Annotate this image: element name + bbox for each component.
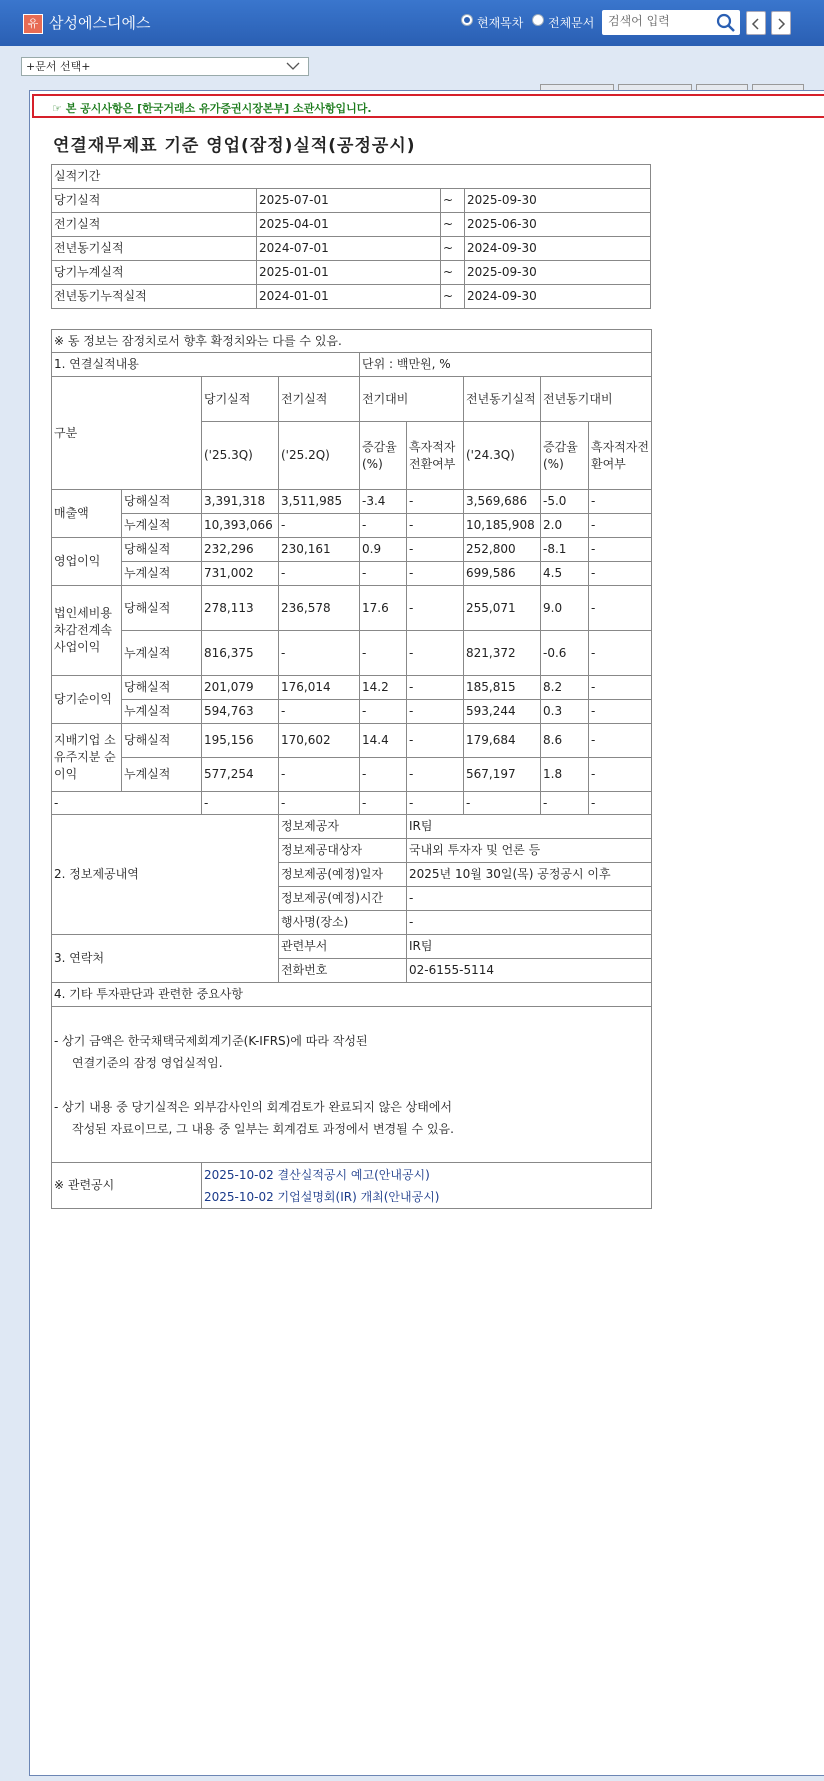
cell: 252,800 — [464, 538, 541, 562]
cell: 0.9 — [360, 538, 407, 562]
radio-all-docs[interactable] — [532, 14, 544, 26]
info-value: - — [407, 887, 652, 911]
cell: - — [202, 792, 279, 815]
search-box — [602, 10, 740, 35]
period-header: 실적기간 — [52, 165, 651, 189]
table-row — [52, 538, 652, 562]
table-row — [52, 490, 652, 514]
item-name: 매출액 — [52, 490, 122, 538]
period-sep: ~ — [441, 213, 465, 237]
cell: - — [360, 631, 407, 676]
table-row — [52, 586, 652, 631]
period-from: 2025-07-01 — [257, 189, 441, 213]
cell: 232,296 — [202, 538, 279, 562]
period-label: 전년동기실적 — [52, 237, 257, 261]
col-turn: 흑자적자전환여부 — [407, 422, 464, 490]
cell: - — [589, 562, 652, 586]
info-key: 정보제공(예정)시간 — [279, 887, 407, 911]
period-sep: ~ — [441, 261, 465, 285]
col-gubun: 구분 — [52, 377, 202, 490]
cell: - — [407, 631, 464, 676]
app-logo-icon: 유 — [23, 14, 43, 34]
item-sub: 당해실적 — [122, 538, 202, 562]
cell: 0.3 — [541, 700, 589, 724]
cell: 185,815 — [464, 676, 541, 700]
cell: -5.0 — [541, 490, 589, 514]
period-to: 2024-09-30 — [465, 285, 651, 309]
info-key: 행사명(장소) — [279, 911, 407, 935]
contact-key: 관련부서 — [279, 935, 407, 959]
cell: 4.5 — [541, 562, 589, 586]
cell: 593,244 — [464, 700, 541, 724]
item-sub: 누계실적 — [122, 514, 202, 538]
cell: -8.1 — [541, 538, 589, 562]
col-rate: 증감율(%) — [360, 422, 407, 490]
cell: - — [279, 562, 360, 586]
cell: 594,763 — [202, 700, 279, 724]
note-line: 작성된 자료이므로, 그 내용 중 일부는 회계검토 과정에서 변경될 수 있음. — [72, 1121, 454, 1136]
section-2-title: 2. 정보제공내역 — [52, 815, 279, 935]
cell: 577,254 — [202, 758, 279, 792]
period-from: 2025-04-01 — [257, 213, 441, 237]
table-row — [52, 676, 652, 700]
related-label: ※ 관련공시 — [52, 1163, 202, 1209]
item-sub: 당해실적 — [122, 586, 202, 631]
item-sub: 누계실적 — [122, 758, 202, 792]
period-sep: ~ — [441, 285, 465, 309]
table-row — [52, 700, 652, 724]
table-row — [52, 562, 652, 586]
cell: 3,511,985 — [279, 490, 360, 514]
table-row — [52, 213, 651, 237]
col-ly-q: ('24.3Q) — [464, 422, 541, 490]
period-table — [51, 164, 651, 309]
cell: - — [407, 538, 464, 562]
notice-text: ☞ 본 공시사항은 [한국거래소 유가증권시장본부] 소관사항입니다. — [52, 102, 372, 115]
cell: 17.6 — [360, 586, 407, 631]
note-line: - 상기 내용 중 당기실적은 외부감사인의 회계검토가 완료되지 않은 상태에서 — [54, 1099, 453, 1114]
table-row — [52, 261, 651, 285]
period-sep: ~ — [441, 237, 465, 261]
cell: - — [52, 792, 202, 815]
table-row — [52, 724, 652, 758]
cell: - — [279, 792, 360, 815]
info-value: IR팀 — [407, 815, 652, 839]
unit-label: 단위 : 백만원, % — [360, 353, 652, 377]
table-row — [52, 285, 651, 309]
col-prev-q: ('25.2Q) — [279, 422, 360, 490]
period-label: 전기실적 — [52, 213, 257, 237]
contact-value: IR팀 — [407, 935, 652, 959]
period-from: 2024-07-01 — [257, 237, 441, 261]
cell: 14.2 — [360, 676, 407, 700]
cell: 170,602 — [279, 724, 360, 758]
results-note: ※ 동 정보는 잠정치로서 향후 확정치와는 다를 수 있음. — [52, 330, 652, 353]
col-ly-cmp: 전년동기대비 — [541, 377, 652, 422]
period-label: 당기누계실적 — [52, 261, 257, 285]
cell: - — [360, 700, 407, 724]
next-button[interactable] — [771, 11, 791, 35]
cell: - — [279, 758, 360, 792]
cell: - — [407, 562, 464, 586]
section-4-title: 4. 기타 투자판단과 관련한 중요사항 — [52, 983, 652, 1007]
item-sub: 누계실적 — [122, 700, 202, 724]
notice-banner — [32, 94, 824, 118]
related-links — [202, 1163, 652, 1209]
radio-current-section[interactable] — [461, 14, 473, 26]
cell: - — [589, 758, 652, 792]
table-row — [52, 792, 652, 815]
col-prev: 전기실적 — [279, 377, 360, 422]
app-title: 삼성에스디에스 — [49, 14, 151, 32]
cell: 9.0 — [541, 586, 589, 631]
search-icon[interactable] — [716, 13, 736, 33]
info-value: - — [407, 911, 652, 935]
cell: 699,586 — [464, 562, 541, 586]
top-bar — [0, 0, 824, 46]
table-row — [52, 514, 652, 538]
cell: 201,079 — [202, 676, 279, 700]
cell: 731,002 — [202, 562, 279, 586]
cell: - — [407, 586, 464, 631]
period-to: 2025-06-30 — [465, 213, 651, 237]
cell: - — [407, 700, 464, 724]
cell: - — [279, 514, 360, 538]
cell: - — [589, 538, 652, 562]
cell: 230,161 — [279, 538, 360, 562]
col-prev-cmp: 전기대비 — [360, 377, 464, 422]
cell: - — [360, 514, 407, 538]
cell: - — [360, 792, 407, 815]
cell: 195,156 — [202, 724, 279, 758]
item-sub: 누계실적 — [122, 631, 202, 676]
cell: -3.4 — [360, 490, 407, 514]
cell: 2.0 — [541, 514, 589, 538]
cell: 278,113 — [202, 586, 279, 631]
info-key: 정보제공(예정)일자 — [279, 863, 407, 887]
radio-all-label: 전체문서 — [548, 16, 595, 30]
contact-key: 전화번호 — [279, 959, 407, 983]
cell: 567,197 — [464, 758, 541, 792]
cell: - — [589, 700, 652, 724]
table-row — [52, 237, 651, 261]
item-name: 지배기업 소유주지분 순이익 — [52, 724, 122, 792]
item-sub: 누계실적 — [122, 562, 202, 586]
cell: - — [407, 792, 464, 815]
period-to: 2025-09-30 — [465, 261, 651, 285]
col-cur-q: ('25.3Q) — [202, 422, 279, 490]
cell: 14.4 — [360, 724, 407, 758]
chevron-left-icon — [751, 18, 761, 30]
cell: 176,014 — [279, 676, 360, 700]
period-from: 2025-01-01 — [257, 261, 441, 285]
period-to: 2024-09-30 — [465, 237, 651, 261]
cell: 816,375 — [202, 631, 279, 676]
table-row — [52, 631, 652, 676]
document-select[interactable] — [21, 57, 309, 76]
period-to: 2025-09-30 — [465, 189, 651, 213]
cell: - — [279, 631, 360, 676]
cell: 3,569,686 — [464, 490, 541, 514]
cell: - — [407, 490, 464, 514]
cell: - — [589, 586, 652, 631]
item-name: 당기순이익 — [52, 676, 122, 724]
table-row — [52, 189, 651, 213]
section-4-body — [52, 1007, 652, 1163]
item-name: 영업이익 — [52, 538, 122, 586]
cell: - — [407, 724, 464, 758]
period-from: 2024-01-01 — [257, 285, 441, 309]
cell: 179,684 — [464, 724, 541, 758]
info-value: 2025년 10월 30일(목) 공정공시 이후 — [407, 863, 652, 887]
col-cur: 당기실적 — [202, 377, 279, 422]
cell: - — [589, 514, 652, 538]
section-1-title: 1. 연결실적내용 — [52, 353, 360, 377]
cell: 8.6 — [541, 724, 589, 758]
info-key: 정보제공자 — [279, 815, 407, 839]
cell: - — [407, 514, 464, 538]
results-table — [51, 329, 652, 1209]
cell: -0.6 — [541, 631, 589, 676]
period-sep: ~ — [441, 189, 465, 213]
related-link[interactable]: 2025-10-02 결산실적공시 예고(안내공시) — [204, 1167, 430, 1182]
cell: - — [589, 490, 652, 514]
cell: - — [407, 676, 464, 700]
cell: - — [589, 631, 652, 676]
info-value: 국내외 투자자 및 언론 등 — [407, 839, 652, 863]
col-turn2: 흑자적자전환여부 — [589, 422, 652, 490]
item-sub: 당해실적 — [122, 724, 202, 758]
document-title: 연결재무제표 기준 영업(잠정)실적(공정공시) — [53, 136, 416, 156]
cell: 255,071 — [464, 586, 541, 631]
contact-value: 02-6155-5114 — [407, 959, 652, 983]
cell: 8.2 — [541, 676, 589, 700]
chevron-down-icon — [286, 61, 300, 71]
cell: 10,185,908 — [464, 514, 541, 538]
cell: 236,578 — [279, 586, 360, 631]
cell: - — [589, 676, 652, 700]
cell: - — [407, 758, 464, 792]
item-name: 법인세비용차감전계속사업이익 — [52, 586, 122, 676]
cell: 1.8 — [541, 758, 589, 792]
cell: 10,393,066 — [202, 514, 279, 538]
period-label: 당기실적 — [52, 189, 257, 213]
cell: - — [360, 562, 407, 586]
note-line: - 상기 금액은 한국채택국제회계기준(K-IFRS)에 따라 작성된 — [54, 1033, 368, 1048]
period-label: 전년동기누적실적 — [52, 285, 257, 309]
document-select-value: +문서 선택+ — [26, 60, 91, 73]
cell: - — [360, 758, 407, 792]
cell: 821,372 — [464, 631, 541, 676]
cell: - — [541, 792, 589, 815]
search-input[interactable] — [608, 14, 708, 28]
cell: - — [279, 700, 360, 724]
cell: - — [464, 792, 541, 815]
item-sub: 당해실적 — [122, 676, 202, 700]
item-sub: 당해실적 — [122, 490, 202, 514]
prev-button[interactable] — [746, 11, 766, 35]
table-row — [52, 758, 652, 792]
col-ly: 전년동기실적 — [464, 377, 541, 422]
radio-current-label: 현재목차 — [477, 16, 524, 30]
section-3-title: 3. 연락처 — [52, 935, 279, 983]
note-line: 연결기준의 잠정 영업실적임. — [72, 1055, 223, 1070]
info-key: 정보제공대상자 — [279, 839, 407, 863]
chevron-right-icon — [776, 18, 786, 30]
cell: 3,391,318 — [202, 490, 279, 514]
cell: - — [589, 792, 652, 815]
col-rate2: 증감율(%) — [541, 422, 589, 490]
related-link[interactable]: 2025-10-02 기업설명회(IR) 개최(안내공시) — [204, 1189, 440, 1204]
cell: - — [589, 724, 652, 758]
